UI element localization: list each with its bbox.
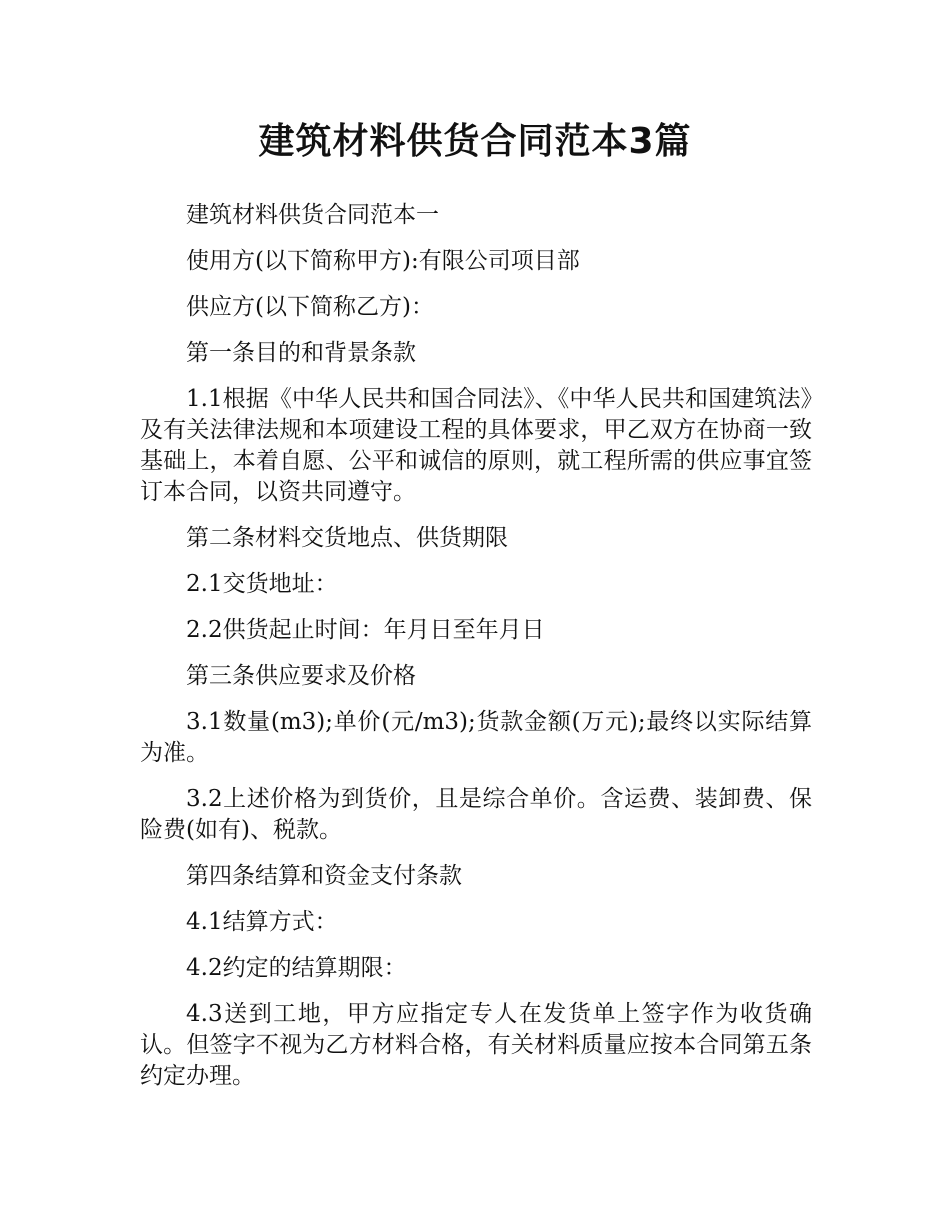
article-1-heading: 第一条目的和背景条款 bbox=[186, 340, 416, 366]
clause-4-2: 4.2约定的结算期限： bbox=[186, 955, 407, 981]
clause-2-2: 2.2供货起止时间：年月日至年月日 bbox=[186, 617, 545, 643]
document-title: 建筑材料供货合同范本3篇 bbox=[258, 121, 692, 162]
document-body bbox=[140, 200, 812, 1107]
article-3-heading: 第三条供应要求及价格 bbox=[186, 663, 416, 689]
article-2-heading: 第二条材料交货地点、供货期限 bbox=[186, 525, 508, 551]
clause-4-3: 4.3送到工地，甲方应指定专人在发货单上签字作为收货确认。但签字不视为乙方材料合格，有关材料质量应按本合同第五条约定办理。 bbox=[140, 1001, 812, 1089]
party-b-line: 供应方(以下简称乙方)： bbox=[186, 294, 434, 320]
clause-3-1: 3.1数量(m3);单价(元/m3);货款金额(万元);最终以实际结算为准。 bbox=[140, 709, 812, 766]
article-4-heading: 第四条结算和资金支付条款 bbox=[186, 863, 462, 889]
clause-1-1: 1.1根据《中华人民共和国合同法》、《中华人民共和国建筑法》及有关法律法规和本项建设工程的具体要求，甲乙双方在协商一致基础上，本着自愿、公平和诚信的原则，就工程所需的供应事宜签订本合同，以资共同遵守。 bbox=[140, 386, 812, 505]
clause-2-1: 2.1交货地址： bbox=[186, 571, 338, 597]
clause-4-1: 4.1结算方式： bbox=[186, 909, 338, 935]
section-heading: 建筑材料供货合同范本一 bbox=[186, 202, 439, 228]
clause-3-2: 3.2上述价格为到货价，且是综合单价。含运费、装卸费、保险费(如有)、税款。 bbox=[140, 786, 812, 843]
party-a-line: 使用方(以下简称甲方):有限公司项目部 bbox=[186, 248, 580, 274]
